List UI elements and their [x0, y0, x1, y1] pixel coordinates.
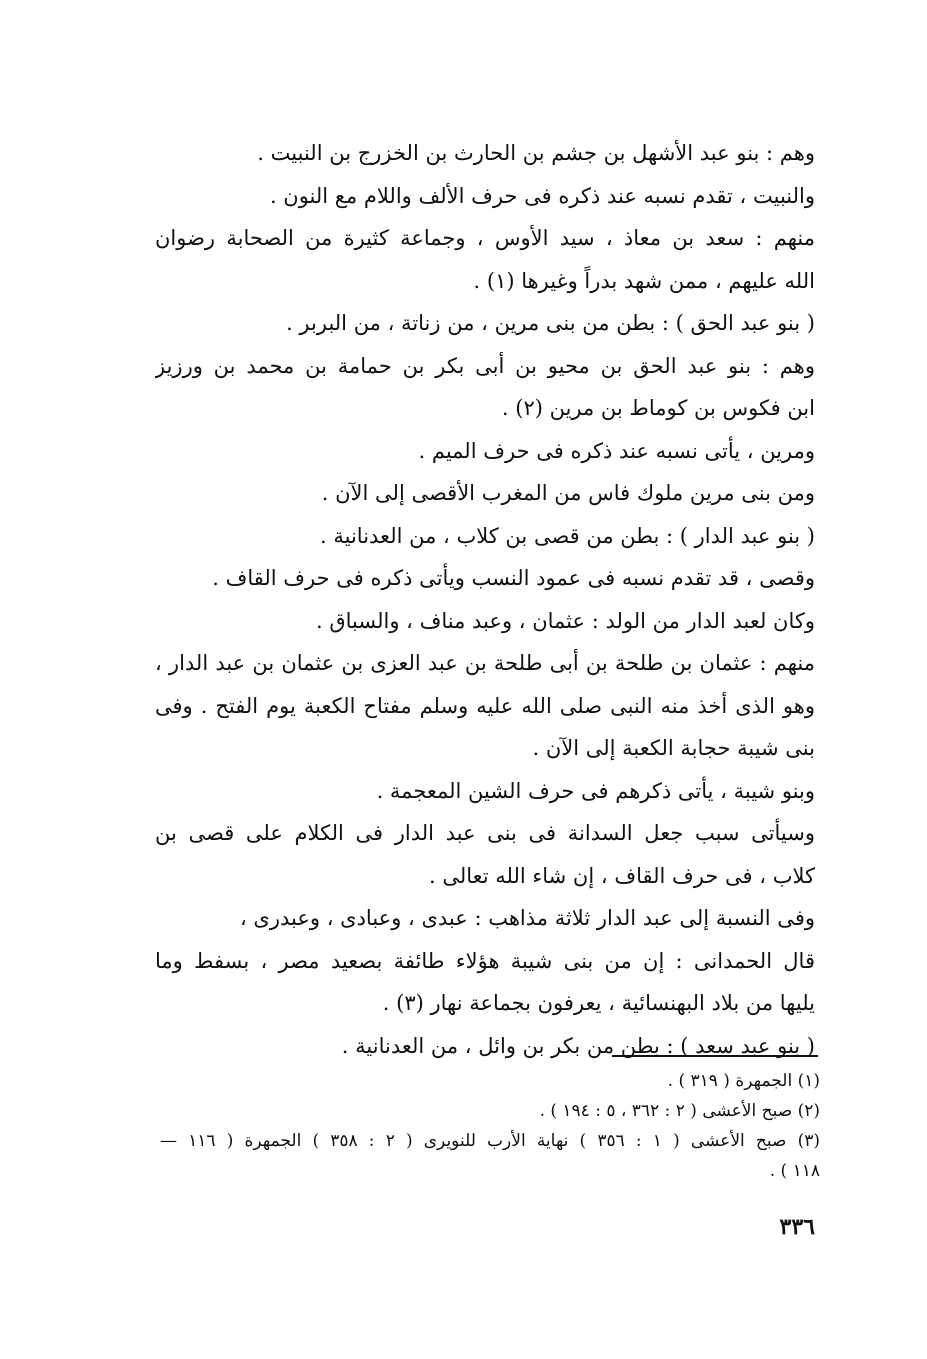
- footnote: ١١٨ ) .: [769, 1161, 820, 1181]
- main-text: [155, 132, 815, 1067]
- text-line: يليها من بلاد البهنسائية ، يعرفون بجماعة نهار (٣) .: [382, 991, 815, 1015]
- text-line: وسيأتى سبب جعل السدانة فى بنى عبد الدار فى الكلام على قصى بن: [155, 821, 815, 845]
- text-line: قال الحمدانى : إن من بنى شيبة هؤلاء طائفة بصعيد مصر ، بسفط وما: [155, 948, 815, 973]
- text-line: الله عليهم ، ممن شهد بدراً وغيرها (١) .: [473, 268, 815, 293]
- text-line: ( بنو عبد الحق ) : بطن من بنى مرين ، من زناتة ، من البربر .: [286, 311, 815, 335]
- footnote: (١) الجمهرة ( ٣١٩ ) .: [667, 1071, 820, 1091]
- text-line: ومرين ، يأتى نسبه عند ذكره فى حرف الميم .: [418, 438, 815, 463]
- text-line: ومن بنى مرين ملوك فاس من المغرب الأقصى إلى الآن .: [321, 481, 815, 505]
- text-line: وبنو شيبة ، يأتى ذكرهم فى حرف الشين المعجمة .: [376, 778, 815, 803]
- text-line: منهم : سعد بن معاذ ، سيد الأوس ، وجماعة كثيرة من الصحابة رضوان: [155, 226, 815, 250]
- footnote: (٣) صبح الأعشى ( ١ : ٣٥٦ ) نهاية الأرب للنويرى ( ٢ : ٣٥٨ ) الجمهرة ( ١١٦ —: [160, 1131, 820, 1151]
- text-line: منهم : عثمان بن طلحة بن أبى طلحة بن عبد العزى بن عثمان بن عبد الدار ،: [155, 651, 815, 675]
- footnotes: [160, 1066, 820, 1186]
- text-line: وهم : بنو عبد الأشهل بن جشم بن الحارث بن الخزرج بن النبيت .: [257, 141, 815, 165]
- text-line: وفى النسبة إلى عبد الدار ثلاثة مذاهب : عبدى ، وعبادى ، وعبدرى ،: [239, 906, 815, 930]
- text-line: كلاب ، فى حرف القاف ، إن شاء الله تعالى .: [428, 863, 815, 888]
- text-line: ( بنو عبد سعد ) : بطن من بكر بن وائل ، من العدنانية .: [341, 1033, 815, 1058]
- text-line: وهو الذى أخذ منه النبى صلى الله عليه وسلم مفتاح الكعبة يوم الفتح . وفى: [155, 693, 815, 718]
- text-line: ( بنو عبد الدار ) : بطن من قصى بن كلاب ، من العدنانية .: [320, 523, 815, 548]
- text-line: وقصى ، قد تقدم نسبه فى عمود النسب ويأتى ذكره فى حرف القاف .: [212, 566, 815, 590]
- text-line: ابن فكوس بن كوماط بن مرين (٢) .: [501, 396, 815, 420]
- footnote: (٢) صبح الأعشى ( ٢ : ٣٦٢ ، ٥ : ١٩٤ ) .: [539, 1101, 820, 1121]
- page-number: ٣٣٦: [779, 1214, 815, 1240]
- text-line: وهم : بنو عبد الحق بن محيو بن أبى بكر بن حمامة بن محمد بن ورزيز: [155, 353, 815, 378]
- footnote-separator: [612, 1055, 818, 1057]
- text-line: بنى شيبة حجابة الكعبة إلى الآن .: [532, 736, 815, 760]
- text-line: وكان لعبد الدار من الولد : عثمان ، وعبد مناف ، والسباق .: [316, 608, 815, 633]
- text-line: والنبيت ، تقدم نسبه عند ذكره فى حرف الألف واللام مع النون .: [269, 183, 815, 208]
